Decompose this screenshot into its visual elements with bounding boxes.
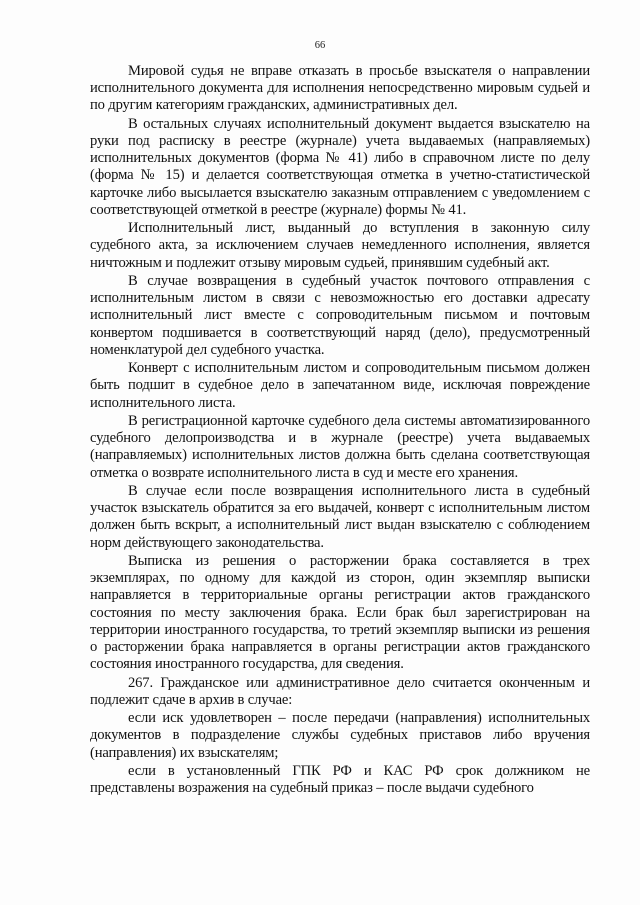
page-number: 66 — [314, 40, 326, 51]
section-paragraph: 267. Гражданское или административное дело считается оконченным и подлежит сдаче в архив в случае: — [90, 674, 590, 708]
paragraph: В случае если после возвращения исполнительного листа в судебный участок взыскатель обратится за его выдачей, конверт с исполнительным листом должен быть вскрыт, а исполнительный лист выдан взыскателю с соблюдением норм действующего законодательства. — [90, 483, 590, 551]
paragraph: Мировой судья не вправе отказать в просьбе взыскателя о направлении исполнительного документа для исполнения непосредственно мировым судьей и по другим категориям гражданских, административных дел. — [90, 63, 590, 114]
document-body — [90, 63, 590, 799]
list-item: если в установленный ГПК РФ и КАС РФ срок должником не представлены возражения на судебный приказ – после выдачи судебного — [90, 763, 590, 797]
paragraph: Выписка из решения о расторжении брака составляется в трех экземплярах, по одному для каждой из сторон, один экземпляр выписки направляется в территориальные органы регистрации актов гражданского состояния по месту заключения брака. Если брак был зарегистрирован на территории иностранного государства, то третий экземпляр выписки из решения о расторжении брака направляется в органы регистрации актов гражданского состояния иностранного государства, для сведения. — [90, 553, 590, 673]
paragraph: В регистрационной карточке судебного дела системы автоматизированного судебного делопроизводства и в журнале (реестре) учета выдаваемых (направляемых) исполнительных листов должна быть сделана соответствующая отметка о возврате исполнительного листа в суд и месте его хранения. — [90, 413, 590, 481]
paragraph: Конверт с исполнительным листом и сопроводительным письмом должен быть подшит в судебное дело в запечатанном виде, исключая повреждение исполнительного листа. — [90, 360, 590, 411]
paragraph: В случае возвращения в судебный участок почтового отправления с исполнительным листом в связи с невозможностью его доставки адресату исполнительный лист вместе с сопроводительным письмом и почтовым конвертом подшивается в соответствующий наряд (дело), предусмотренный номенклатурой дел судебного участка. — [90, 273, 590, 358]
list-item: если иск удовлетворен – после передачи (направления) исполнительных документов в подразделение службы судебных приставов либо вручения (направления) их взыскателям; — [90, 710, 590, 761]
paragraph: В остальных случаях исполнительный документ выдается взыскателю на руки под расписку в реестре (журнале) учета выдаваемых (направляемых) исполнительных документов (форма № 41) либо в справочном листе по делу (форма № 15) и делается соответствующая отметка в учетно-статистической карточке либо высылается взыскателю заказным отправлением с уведомлением с соответствующей отметкой в реестре (журнале) формы № 41. — [90, 115, 590, 218]
paragraph: Исполнительный лист, выданный до вступления в законную силу судебного акта, за исключением случаев немедленного исполнения, является ничтожным и подлежит отзыву мировым судьей, принявшим судебный акт. — [90, 220, 590, 271]
